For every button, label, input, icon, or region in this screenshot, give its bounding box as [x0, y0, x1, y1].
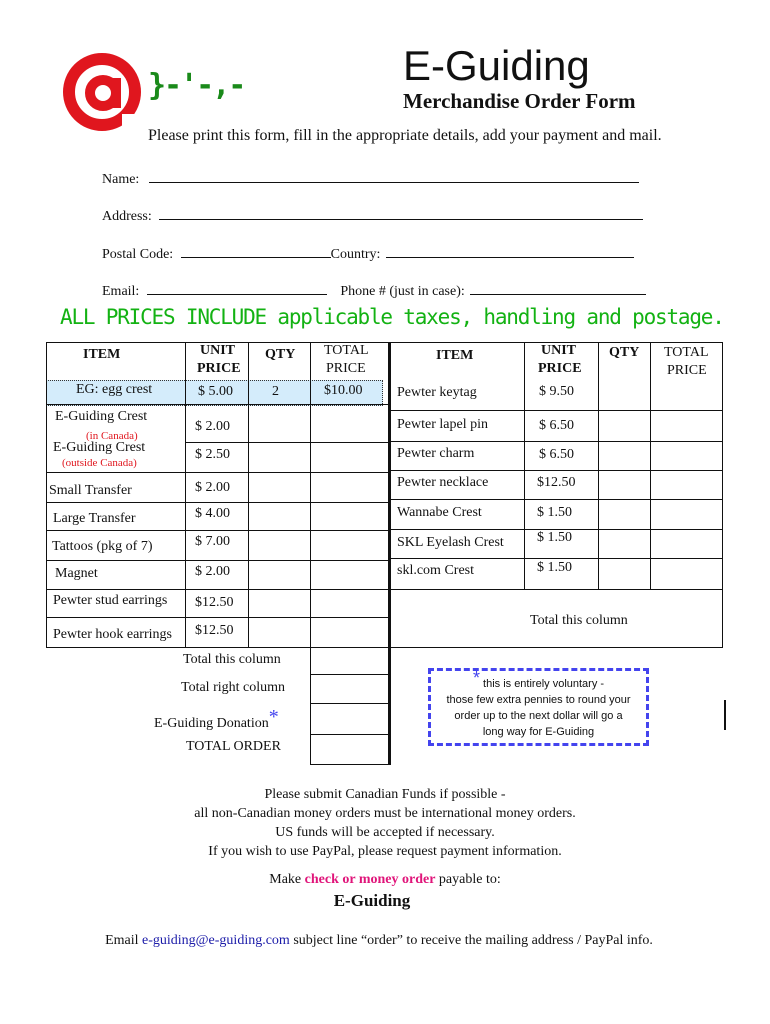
list-item-price: $ 9.50	[539, 384, 574, 399]
email-suffix: subject line “order” to receive the mailing address / PayPal info.	[289, 933, 653, 948]
list-item: Tattoos (pkg of 7)	[52, 539, 153, 554]
payable-highlight: check or money order	[304, 872, 436, 887]
header-unit-right: UNIT	[541, 343, 577, 358]
list-item: Small Transfer	[49, 483, 132, 498]
header-qty-right: QTY	[609, 345, 640, 360]
header-price-left: PRICE	[197, 361, 241, 376]
total-column-field[interactable]	[311, 648, 388, 674]
funds-line-4: If you wish to use PayPal, please request payment information.	[208, 844, 562, 859]
list-item: SKL Eyelash Crest	[397, 535, 504, 550]
email-label: Email:	[102, 284, 140, 299]
list-item-price: $ 1.50	[537, 530, 572, 545]
header-item-left: ITEM	[83, 347, 121, 362]
total-right-field[interactable]	[311, 675, 388, 703]
example-total: $10.00	[324, 383, 363, 398]
logo-trail-text: }-'-,-	[148, 68, 245, 103]
total-right-label: Total right column	[181, 680, 286, 695]
phone-label: Phone # (just in case):	[340, 284, 465, 299]
example-qty: 2	[272, 384, 279, 399]
header-price-right: PRICE	[538, 361, 582, 376]
list-item: Pewter hook earrings	[53, 627, 172, 642]
list-item: E-Guiding Crest	[55, 409, 148, 424]
funds-instructions	[0, 785, 770, 861]
address-label: Address:	[102, 209, 152, 224]
list-item: Pewter necklace	[397, 475, 489, 490]
donation-label	[154, 706, 279, 733]
voluntary-text-3: order up to the next dollar will go a	[454, 710, 623, 722]
list-item: Large Transfer	[53, 511, 136, 526]
total-order-label: TOTAL ORDER	[186, 739, 281, 754]
email-link[interactable]: e-guiding@e-guiding.com	[142, 933, 290, 948]
list-item-price: $ 4.00	[195, 506, 230, 521]
header-qty-left: QTY	[265, 347, 296, 362]
payable-line	[0, 872, 770, 888]
donation-asterisk: *	[268, 706, 279, 728]
prices-notice: ALL PRICES INCLUDE applicable taxes, handling and postage.	[60, 305, 724, 329]
list-item: Magnet	[55, 566, 98, 581]
list-item: Pewter lapel pin	[397, 417, 488, 432]
example-item: EG: egg crest	[76, 382, 153, 397]
list-item-price: $ 6.50	[539, 447, 574, 462]
email-instructions	[0, 933, 758, 949]
page-title: E-Guiding	[403, 42, 590, 89]
list-item: skl.com Crest	[397, 563, 474, 578]
voluntary-asterisk: *	[472, 668, 480, 688]
header-item-right: ITEM	[436, 348, 474, 363]
list-item-price: $ 2.00	[195, 564, 230, 579]
voluntary-text-2: those few extra pennies to round your	[446, 694, 631, 706]
email-prefix: Email	[105, 933, 142, 948]
list-item-price: $ 6.50	[539, 418, 574, 433]
voluntary-text-1: this is entirely voluntary -	[483, 678, 605, 690]
list-item-price: $ 1.50	[537, 560, 572, 575]
donation-field[interactable]	[311, 704, 388, 734]
total-column-label: Total this column	[183, 652, 281, 667]
list-item: Pewter charm	[397, 446, 475, 461]
payee-name: E-Guiding	[333, 891, 411, 910]
intro-text: Please print this form, fill in the appropriate details, add your payment and mail.	[148, 127, 662, 144]
page-subtitle: Merchandise Order Form	[403, 89, 636, 113]
list-item-note: (in Canada)	[86, 430, 138, 442]
list-item-price: $ 7.00	[195, 534, 230, 549]
list-item: Pewter keytag	[397, 385, 477, 400]
name-label: Name:	[102, 172, 140, 187]
funds-line-3: US funds will be accepted if necessary.	[275, 825, 495, 840]
header-totalprice-right: PRICE	[667, 363, 707, 378]
payable-suffix: payable to:	[435, 872, 501, 887]
list-item-price: $ 1.50	[537, 505, 572, 520]
list-item-price: $12.50	[537, 475, 576, 490]
funds-line-2: all non-Canadian money orders must be international money orders.	[194, 806, 576, 821]
text-cursor	[724, 700, 726, 730]
right-column-total-label: Total this column	[530, 613, 628, 628]
list-item-price: $ 2.00	[195, 419, 230, 434]
payable-prefix: Make	[269, 872, 305, 887]
list-item-price: $ 2.00	[195, 480, 230, 495]
voluntary-note-box	[428, 668, 649, 746]
list-item: Wannabe Crest	[397, 505, 482, 520]
voluntary-text-4: long way for E-Guiding	[482, 726, 595, 738]
funds-line-1: Please submit Canadian Funds if possible -	[264, 787, 506, 802]
list-item-price: $12.50	[195, 595, 234, 610]
voluntary-note-line1	[431, 668, 646, 692]
list-item: Pewter stud earrings	[53, 593, 168, 608]
list-item-price: $ 2.50	[195, 447, 230, 462]
total-order-field[interactable]	[311, 735, 388, 764]
header-total-right: TOTAL	[664, 345, 709, 360]
list-item: E-Guiding Crest	[53, 440, 146, 455]
header-total-left: TOTAL	[324, 343, 369, 358]
list-item-price: $12.50	[195, 623, 234, 638]
header-unit-left: UNIT	[200, 343, 236, 358]
example-price: $ 5.00	[198, 384, 233, 399]
country-label: Country:	[330, 247, 381, 262]
header-totalprice-left: PRICE	[326, 361, 366, 376]
postal-code-label: Postal Code:	[102, 247, 174, 262]
donation-text: E-Guiding Donation	[154, 716, 269, 731]
list-item-note: (outside Canada)	[62, 457, 137, 469]
